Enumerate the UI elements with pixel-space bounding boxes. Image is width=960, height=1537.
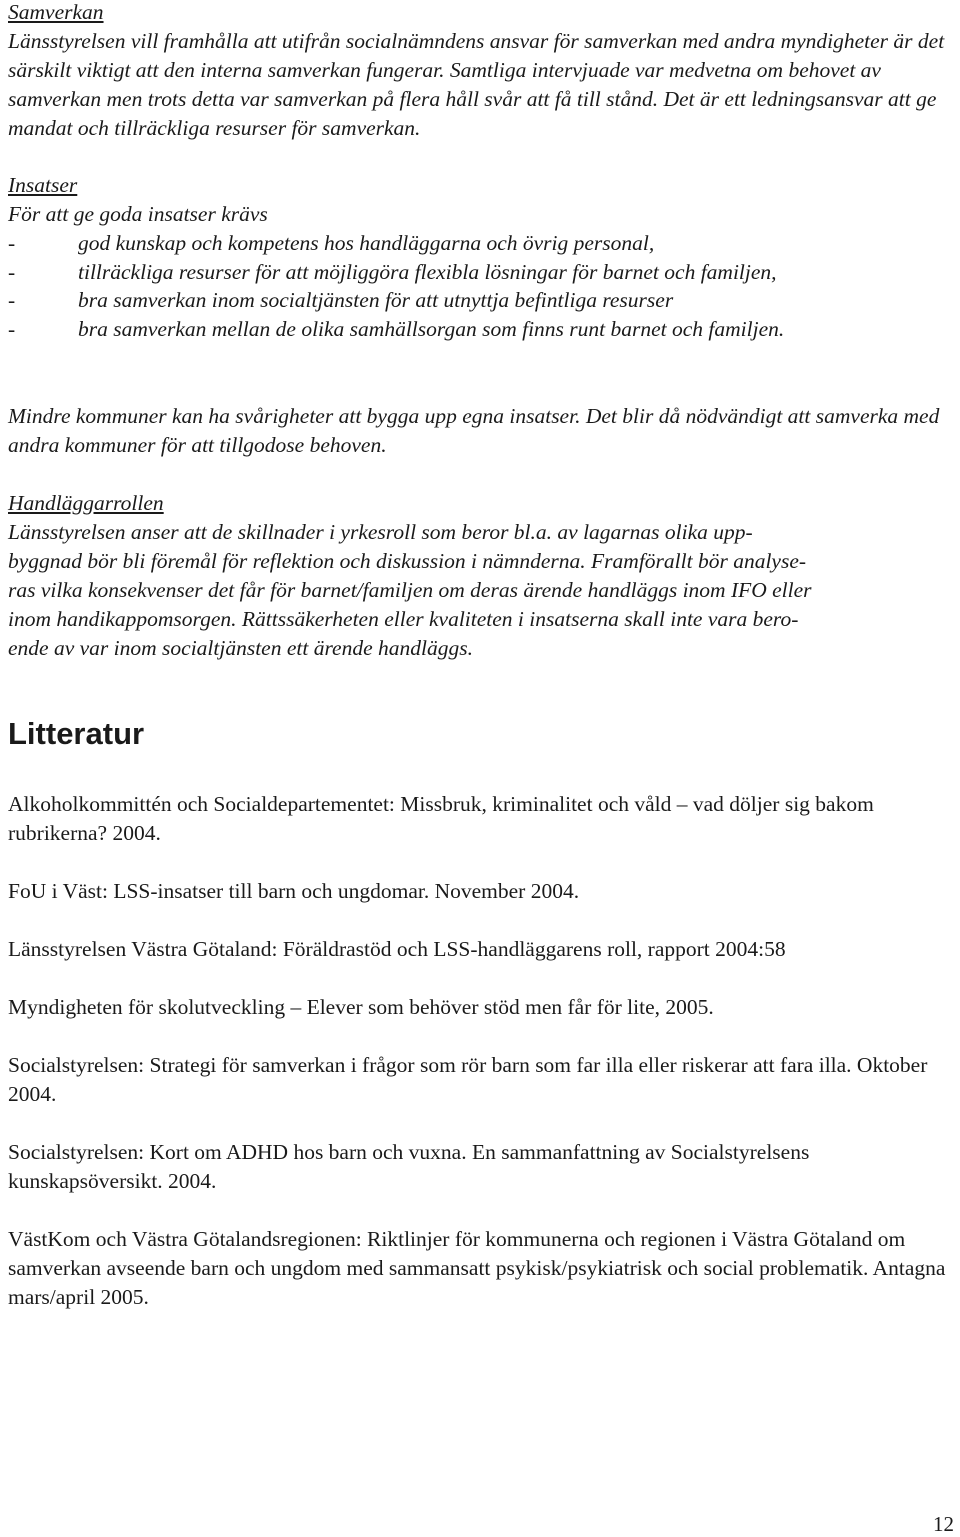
handlaggarrollen-line: Länsstyrelsen anser att de skillnader i yrkesroll som beror bl.a. av lagarnas olika upp- [8, 520, 753, 544]
handlaggarrollen-line: byggnad bör bli föremål för reflektion och diskussion i nämnderna. Framförallt bör analyse- [8, 549, 807, 573]
litteratur-heading: Litteratur [8, 716, 145, 751]
reference-item: FoU i Väst: LSS-insatser till barn och ungdomar. November 2004. [8, 879, 580, 903]
section-samverkan [8, 0, 953, 143]
list-item-text: bra samverkan mellan de olika samhällsorgan som finns runt barnet och familjen. [78, 316, 785, 341]
insatser-list [8, 229, 784, 343]
bullet-dash: - [8, 288, 16, 312]
reference-item: Alkoholkommittén och Socialdepartementet: Missbruk, kriminalitet och våld – vad döljer sig bakom rubrikerna? 2004. [8, 792, 874, 845]
reference-item: Socialstyrelsen: Kort om ADHD hos barn och vuxna. En sammanfattning av Socialstyrelsens kunskapsöversikt. 2004. [8, 1140, 810, 1193]
bullet-dash: - [8, 316, 16, 341]
section-handlaggarrollen [8, 489, 953, 663]
reference-item: Socialstyrelsen: Strategi för samverkan i frågor som rör barn som far illa eller riskerar att fara illa. Oktober 2004. [8, 1053, 928, 1106]
list-item [8, 229, 784, 258]
insatser-closing-paragraph: Mindre kommuner kan ha svårigheter att bygga upp egna insatser. Det blir då nödvändigt att samverka med andra kommuner för att tillgodose behoven. [8, 404, 940, 457]
section-heading-insatser: Insatser [8, 173, 78, 197]
section-heading-samverkan: Samverkan [8, 0, 104, 24]
list-item [8, 286, 784, 315]
list-item [8, 258, 784, 287]
list-item-text: bra samverkan inom socialtjänsten för att utnyttja befintliga resurser [78, 288, 674, 312]
handlaggarrollen-line: ende av var inom socialtjänsten ett ärende handläggs. [8, 636, 473, 660]
reference-item: Länsstyrelsen Västra Götaland: Föräldrastöd och LSS-handläggarens roll, rapport 2004:58 [8, 937, 786, 961]
reference-item: VästKom och Västra Götalandsregionen: Riktlinjer för kommunerna och regionen i Västra Götaland om samverkan avseende barn och ungdom med sammansatt psykisk/psykiatrisk och social problematik. Antagna mars/april 2005. [8, 1227, 946, 1309]
section-heading-handlaggarrollen: Handläggarrollen [8, 491, 164, 515]
list-item-text: tillräckliga resurser för att möjliggöra flexibla lösningar för barnet och familjen, [78, 259, 777, 284]
bullet-dash: - [8, 259, 16, 284]
page-number: 12 [933, 1512, 954, 1536]
insatser-intro: För att ge goda insatser krävs [8, 202, 268, 226]
handlaggarrollen-line: inom handikappomsorgen. Rättssäkerheten eller kvaliteten i insatserna skall inte vara bero- [8, 607, 799, 631]
handlaggarrollen-line: ras vilka konsekvenser det får för barnet/familjen om deras ärende handläggs inom IFO eller [8, 578, 812, 602]
bullet-dash: - [8, 231, 16, 255]
samverkan-paragraph: Länsstyrelsen vill framhålla att utifrån socialnämndens ansvar för samverkan med andra myndigheter är det särskilt viktigt att den interna samverkan fungerar. Samtliga intervjuade var medvetna om behovet av samverkan men trots detta var samverkan på flera håll svår att få till stånd. Det är ett ledningsansvar att ge mandat och tillräckliga resurser för samverkan. [8, 29, 945, 140]
section-insatser [8, 171, 784, 343]
list-item [8, 315, 784, 344]
reference-item: Myndigheten för skolutveckling – Elever som behöver stöd men får för lite, 2005. [8, 995, 714, 1019]
list-item-text: god kunskap och kompetens hos handläggarna och övrig personal, [78, 231, 655, 255]
